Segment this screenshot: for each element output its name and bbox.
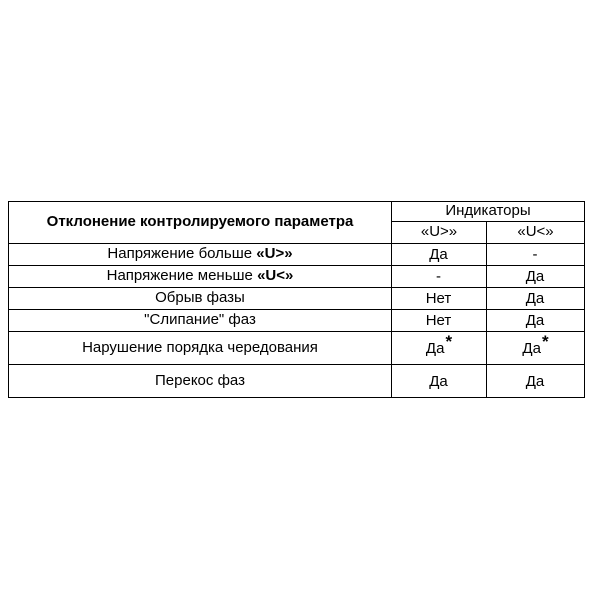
table-row bbox=[9, 332, 585, 365]
value-text: Да bbox=[525, 312, 545, 330]
row-label bbox=[9, 365, 392, 398]
row-u-high-value bbox=[392, 266, 487, 288]
row-label bbox=[9, 266, 392, 288]
table-row bbox=[9, 244, 585, 266]
value-text: Нет bbox=[425, 290, 452, 308]
header-u-high-cell: «U>» bbox=[392, 222, 487, 244]
table-row bbox=[9, 310, 585, 332]
value-text: Да bbox=[525, 268, 545, 286]
row-u-low-value bbox=[487, 365, 585, 398]
value-text: Да bbox=[429, 372, 448, 390]
row-label-text: Напряжение больше bbox=[107, 245, 257, 263]
footnote-mark: * bbox=[445, 331, 453, 351]
row-u-low-value bbox=[487, 266, 585, 288]
footnote-mark: * bbox=[541, 331, 549, 351]
value-text: - bbox=[532, 246, 538, 264]
header-row bbox=[9, 202, 585, 222]
row-label-text: Перекос фаз bbox=[155, 371, 245, 389]
row-u-low-value bbox=[487, 310, 585, 332]
row-u-low-value bbox=[487, 288, 585, 310]
row-u-high-value bbox=[392, 288, 487, 310]
row-label bbox=[9, 332, 392, 365]
row-label bbox=[9, 288, 392, 310]
row-label bbox=[9, 310, 392, 332]
header-u-low-cell: «U<» bbox=[487, 222, 585, 244]
table-row bbox=[9, 266, 585, 288]
value-text: Да bbox=[522, 339, 541, 357]
row-u-low-value bbox=[487, 332, 585, 365]
row-u-high-value bbox=[392, 365, 487, 398]
table-row bbox=[9, 288, 585, 310]
value-text: Нет bbox=[425, 312, 452, 330]
header-indicators-cell: Индикаторы bbox=[392, 202, 585, 222]
row-u-high-value bbox=[392, 310, 487, 332]
row-label-text: "Слипание" фаз bbox=[144, 311, 256, 329]
row-label-bold: «U>» bbox=[256, 245, 293, 263]
row-u-low-value bbox=[487, 244, 585, 266]
row-label-bold: «U<» bbox=[257, 267, 294, 285]
value-text: Да bbox=[525, 372, 545, 390]
row-label-text: Обрыв фазы bbox=[155, 289, 245, 307]
value-text: Да bbox=[425, 339, 445, 357]
header-param-cell: Отклонение контролируемого параметра bbox=[9, 202, 392, 244]
value-text: Да bbox=[429, 246, 448, 264]
row-label-text: Нарушение порядка чередования bbox=[82, 338, 318, 356]
row-label bbox=[9, 244, 392, 266]
value-text: - bbox=[436, 268, 441, 286]
row-label-text: Напряжение меньше bbox=[106, 267, 258, 285]
value-text: Да bbox=[525, 290, 545, 308]
table-row bbox=[9, 365, 585, 398]
indicator-table bbox=[8, 201, 585, 398]
row-u-high-value bbox=[392, 332, 487, 365]
row-u-high-value bbox=[392, 244, 487, 266]
